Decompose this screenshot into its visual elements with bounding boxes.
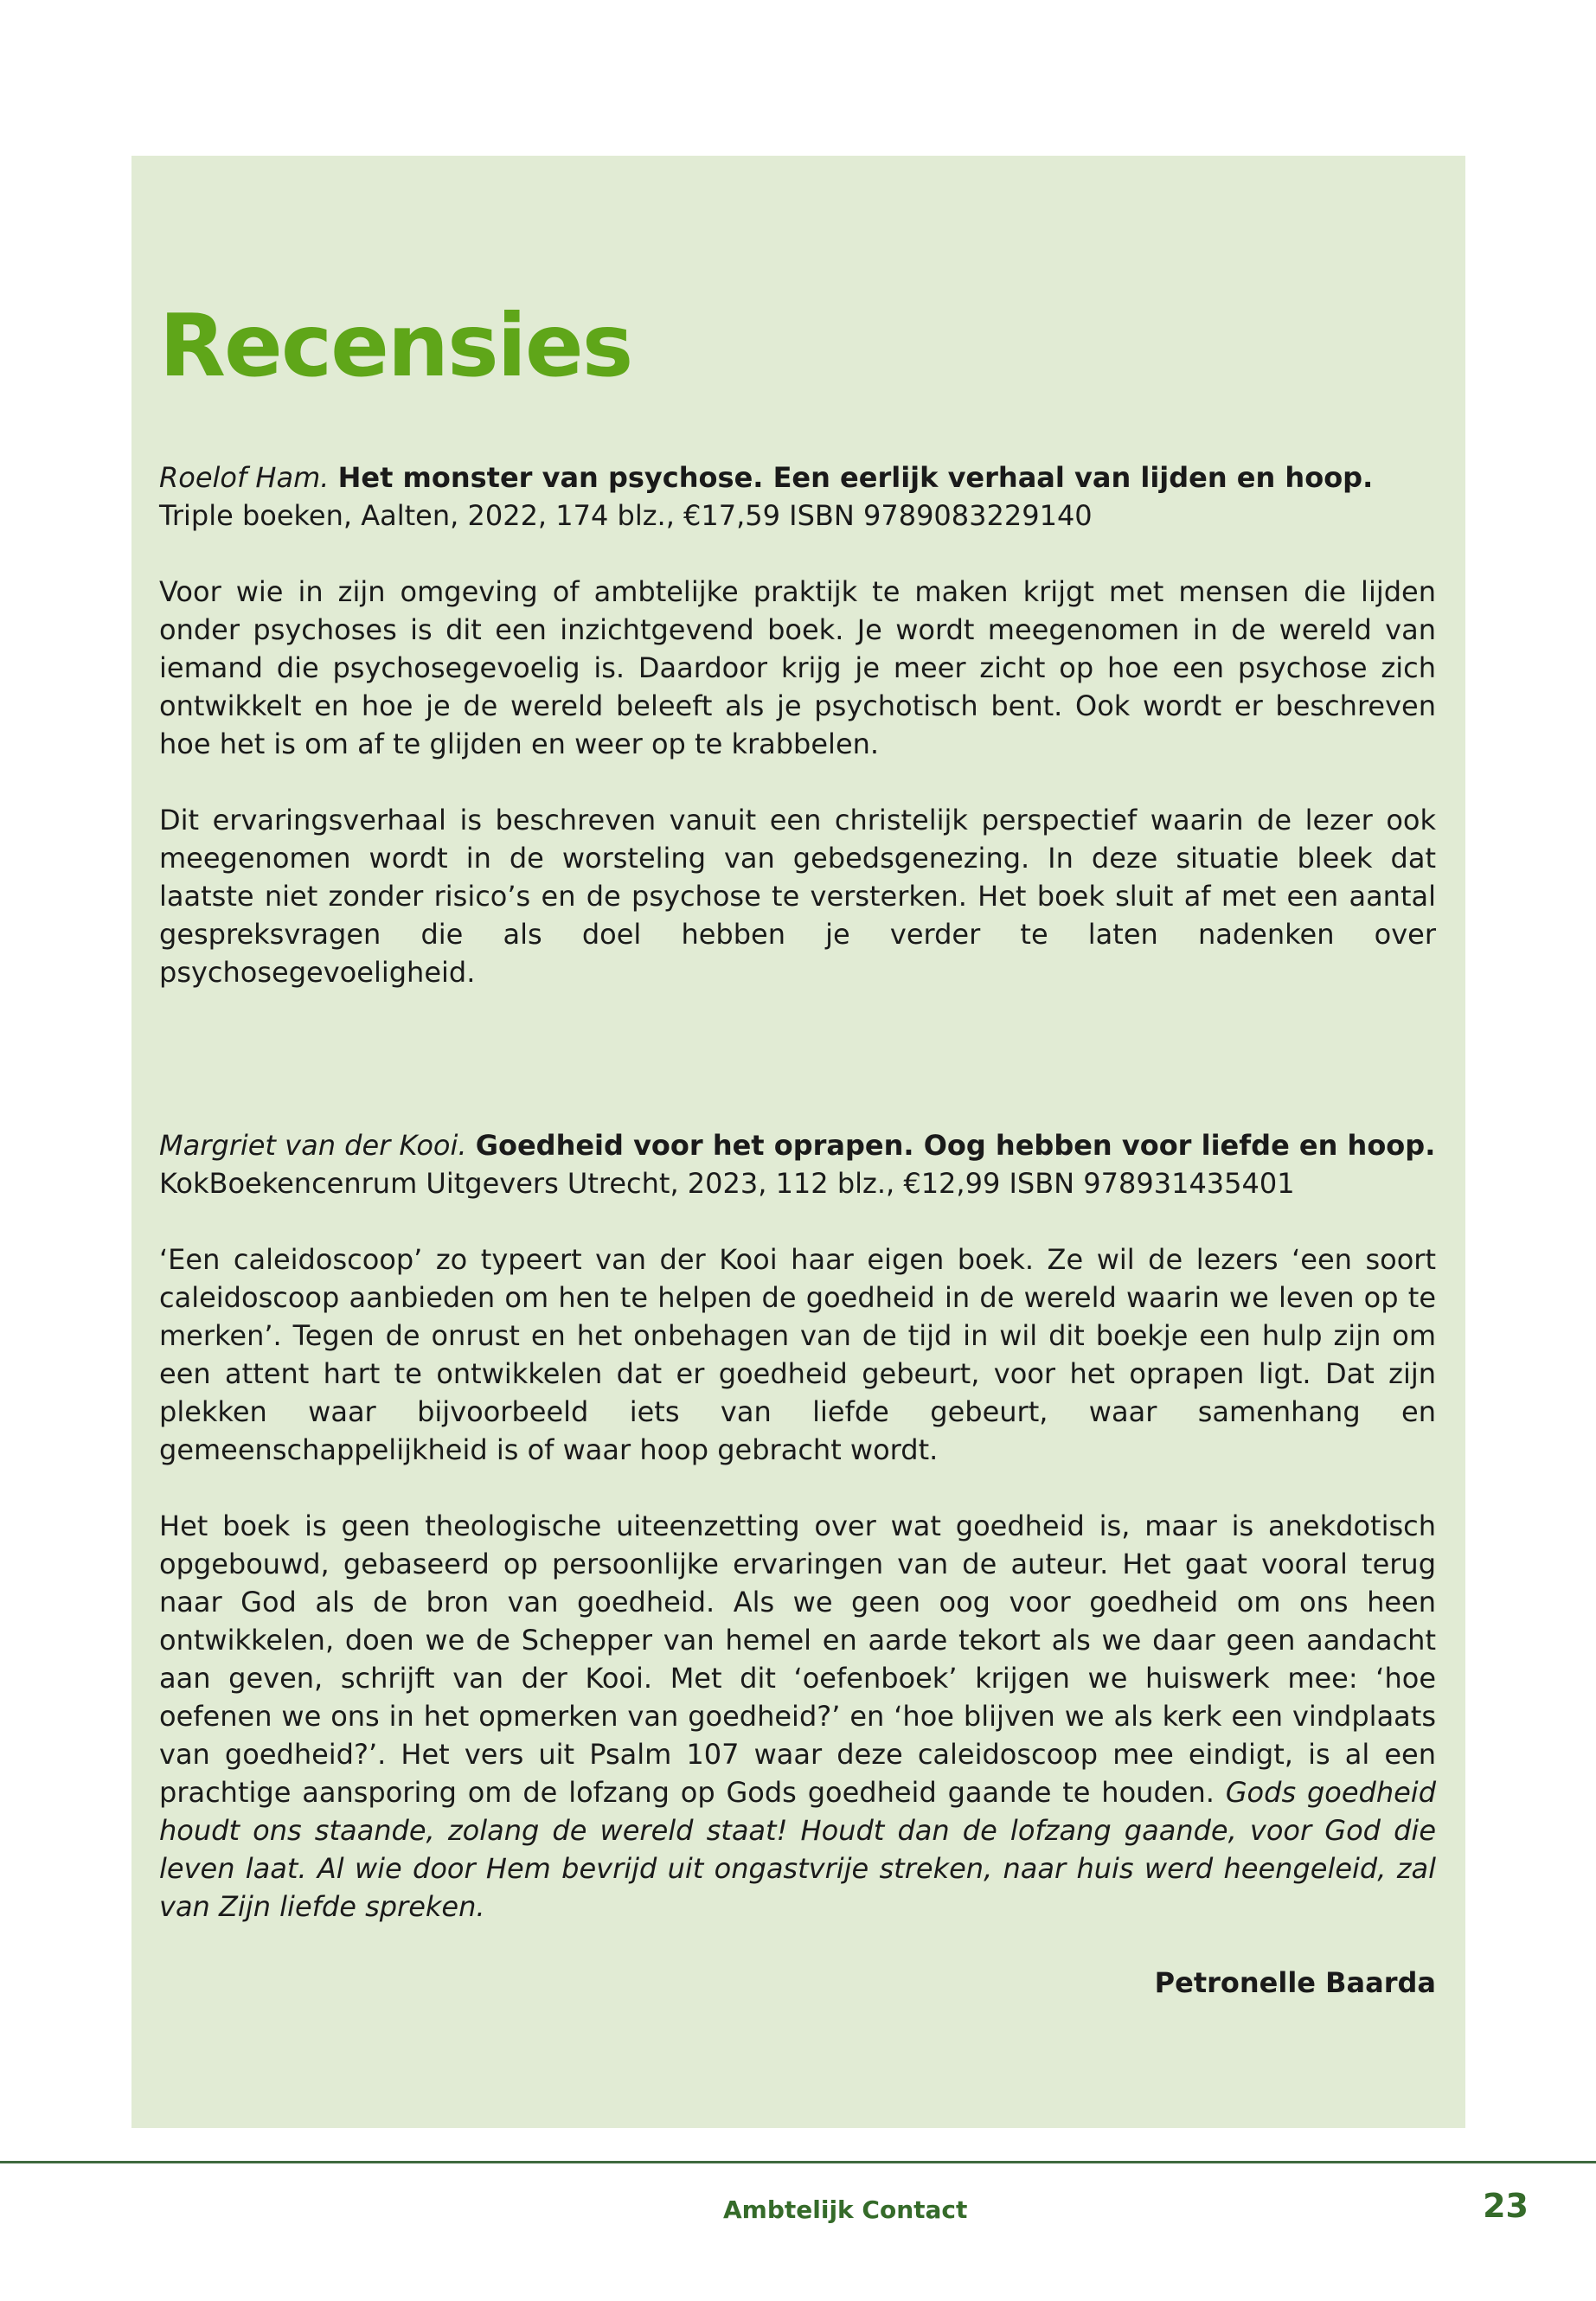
review-paragraph — [159, 1507, 1436, 1926]
review-citation — [159, 458, 1436, 535]
review-item — [159, 1126, 1436, 1926]
footer-publication-name: Ambtelijk Contact — [723, 2195, 968, 2224]
reviews-content — [159, 294, 1436, 2002]
psalm-quote: Gods goedheid houdt ons staande, zolang de wereld staat! Houdt dan de lofzang gaande, voor God die leven laat. Al wie door Hem bevrijd uit ongastvrije streken, naar huis werd heengeleid, zal van Zijn liefde spreken. — [159, 1776, 1437, 1923]
page-title: Recensies — [159, 295, 632, 396]
review-signature: Petronelle Baarda — [1154, 1966, 1436, 1999]
review-publication-details: KokBoekencenrum Uitgevers Utrecht, 2023, 112 blz., €12,99 ISBN 978931435401 — [159, 1167, 1295, 1200]
review-book-title: Goedheid voor het oprapen. Oog hebben voor liefde en hoop. — [475, 1129, 1436, 1162]
review-author: Roelof Ham. — [159, 461, 330, 494]
review-paragraph: Voor wie in zijn omgeving of ambtelijke praktijk te maken krijgt met mensen die lijden onder psychoses is dit een inzichtgevend boek. Je wordt meegenomen in de wereld van iemand die psychosegevoelig is. Daardoor krijg je meer zicht op hoe een psychose zich ontwikkelt en hoe je de wereld beleeft als je psychotisch bent. Ook wordt er beschreven hoe het is om af te glijden en weer op te krabbelen. — [159, 575, 1436, 760]
page-number: 23 — [1483, 2187, 1529, 2225]
review-item — [159, 458, 1436, 991]
review-paragraph-text: Het boek is geen theologische uiteenzetting over wat goedheid is, maar is anekdotisch opgebouwd, gebaseerd op persoonlijke ervaringen van de auteur. Het gaat vooral terug naar God als de bron van goedheid. Als we geen oog voor goedheid om ons heen ontwikkelen, doen we de Schepper van hemel en aarde tekort als we daar geen aandacht aan geven, schrijft van der Kooi. Met dit ‘oefenboek’ krijgen we huiswerk mee: ‘hoe oefenen we ons in het opmerken van goedheid?’ en ‘hoe blijven we als kerk een vindplaats van goedheid?’. Het vers uit Psalm 107 waar deze caleidoscoop mee eindigt, is al een prachtige aansporing om de lofzang op Gods goedheid gaande te houden. — [159, 1509, 1436, 1809]
review-paragraph: ‘Een caleidoscoop’ zo typeert van der Kooi haar eigen boek. Ze wil de lezers ‘een soort caleidoscoop aanbieden om hen te helpen de goedheid in de wereld waarin we leven op te merken’. Tegen de onrust en het onbehagen van de tijd in wil dit boekje een hulp zijn om een attent hart te ontwikkelen dat er goedheid gebeurt, voor het oprapen ligt. Dat zijn plekken waar bijvoorbeeld iets van liefde gebeurt, waar samenhang en gemeenschappelijkheid is of waar hoop gebracht wordt. — [159, 1243, 1436, 1466]
review-author: Margriet van der Kooi. — [159, 1129, 467, 1162]
review-citation — [159, 1126, 1436, 1202]
review-book-title: Het monster van psychose. Een eerlijk verhaal van lijden en hoop. — [337, 461, 1374, 494]
review-paragraph: Dit ervaringsverhaal is beschreven vanuit een christelijk perspectief waarin de lezer ook meegenomen wordt in de worsteling van gebedsgenezing. In deze situatie bleek dat laatste niet zonder risico’s en de psychose te versterken. Het boek sluit af met een aantal gespreksvragen die als doel hebben je verder te laten nadenken over psychosegevoeligheid. — [159, 804, 1436, 989]
review-publication-details: Triple boeken, Aalten, 2022, 174 blz., €17,59 ISBN 9789083229140 — [159, 499, 1093, 532]
footer-divider — [0, 2161, 1596, 2163]
